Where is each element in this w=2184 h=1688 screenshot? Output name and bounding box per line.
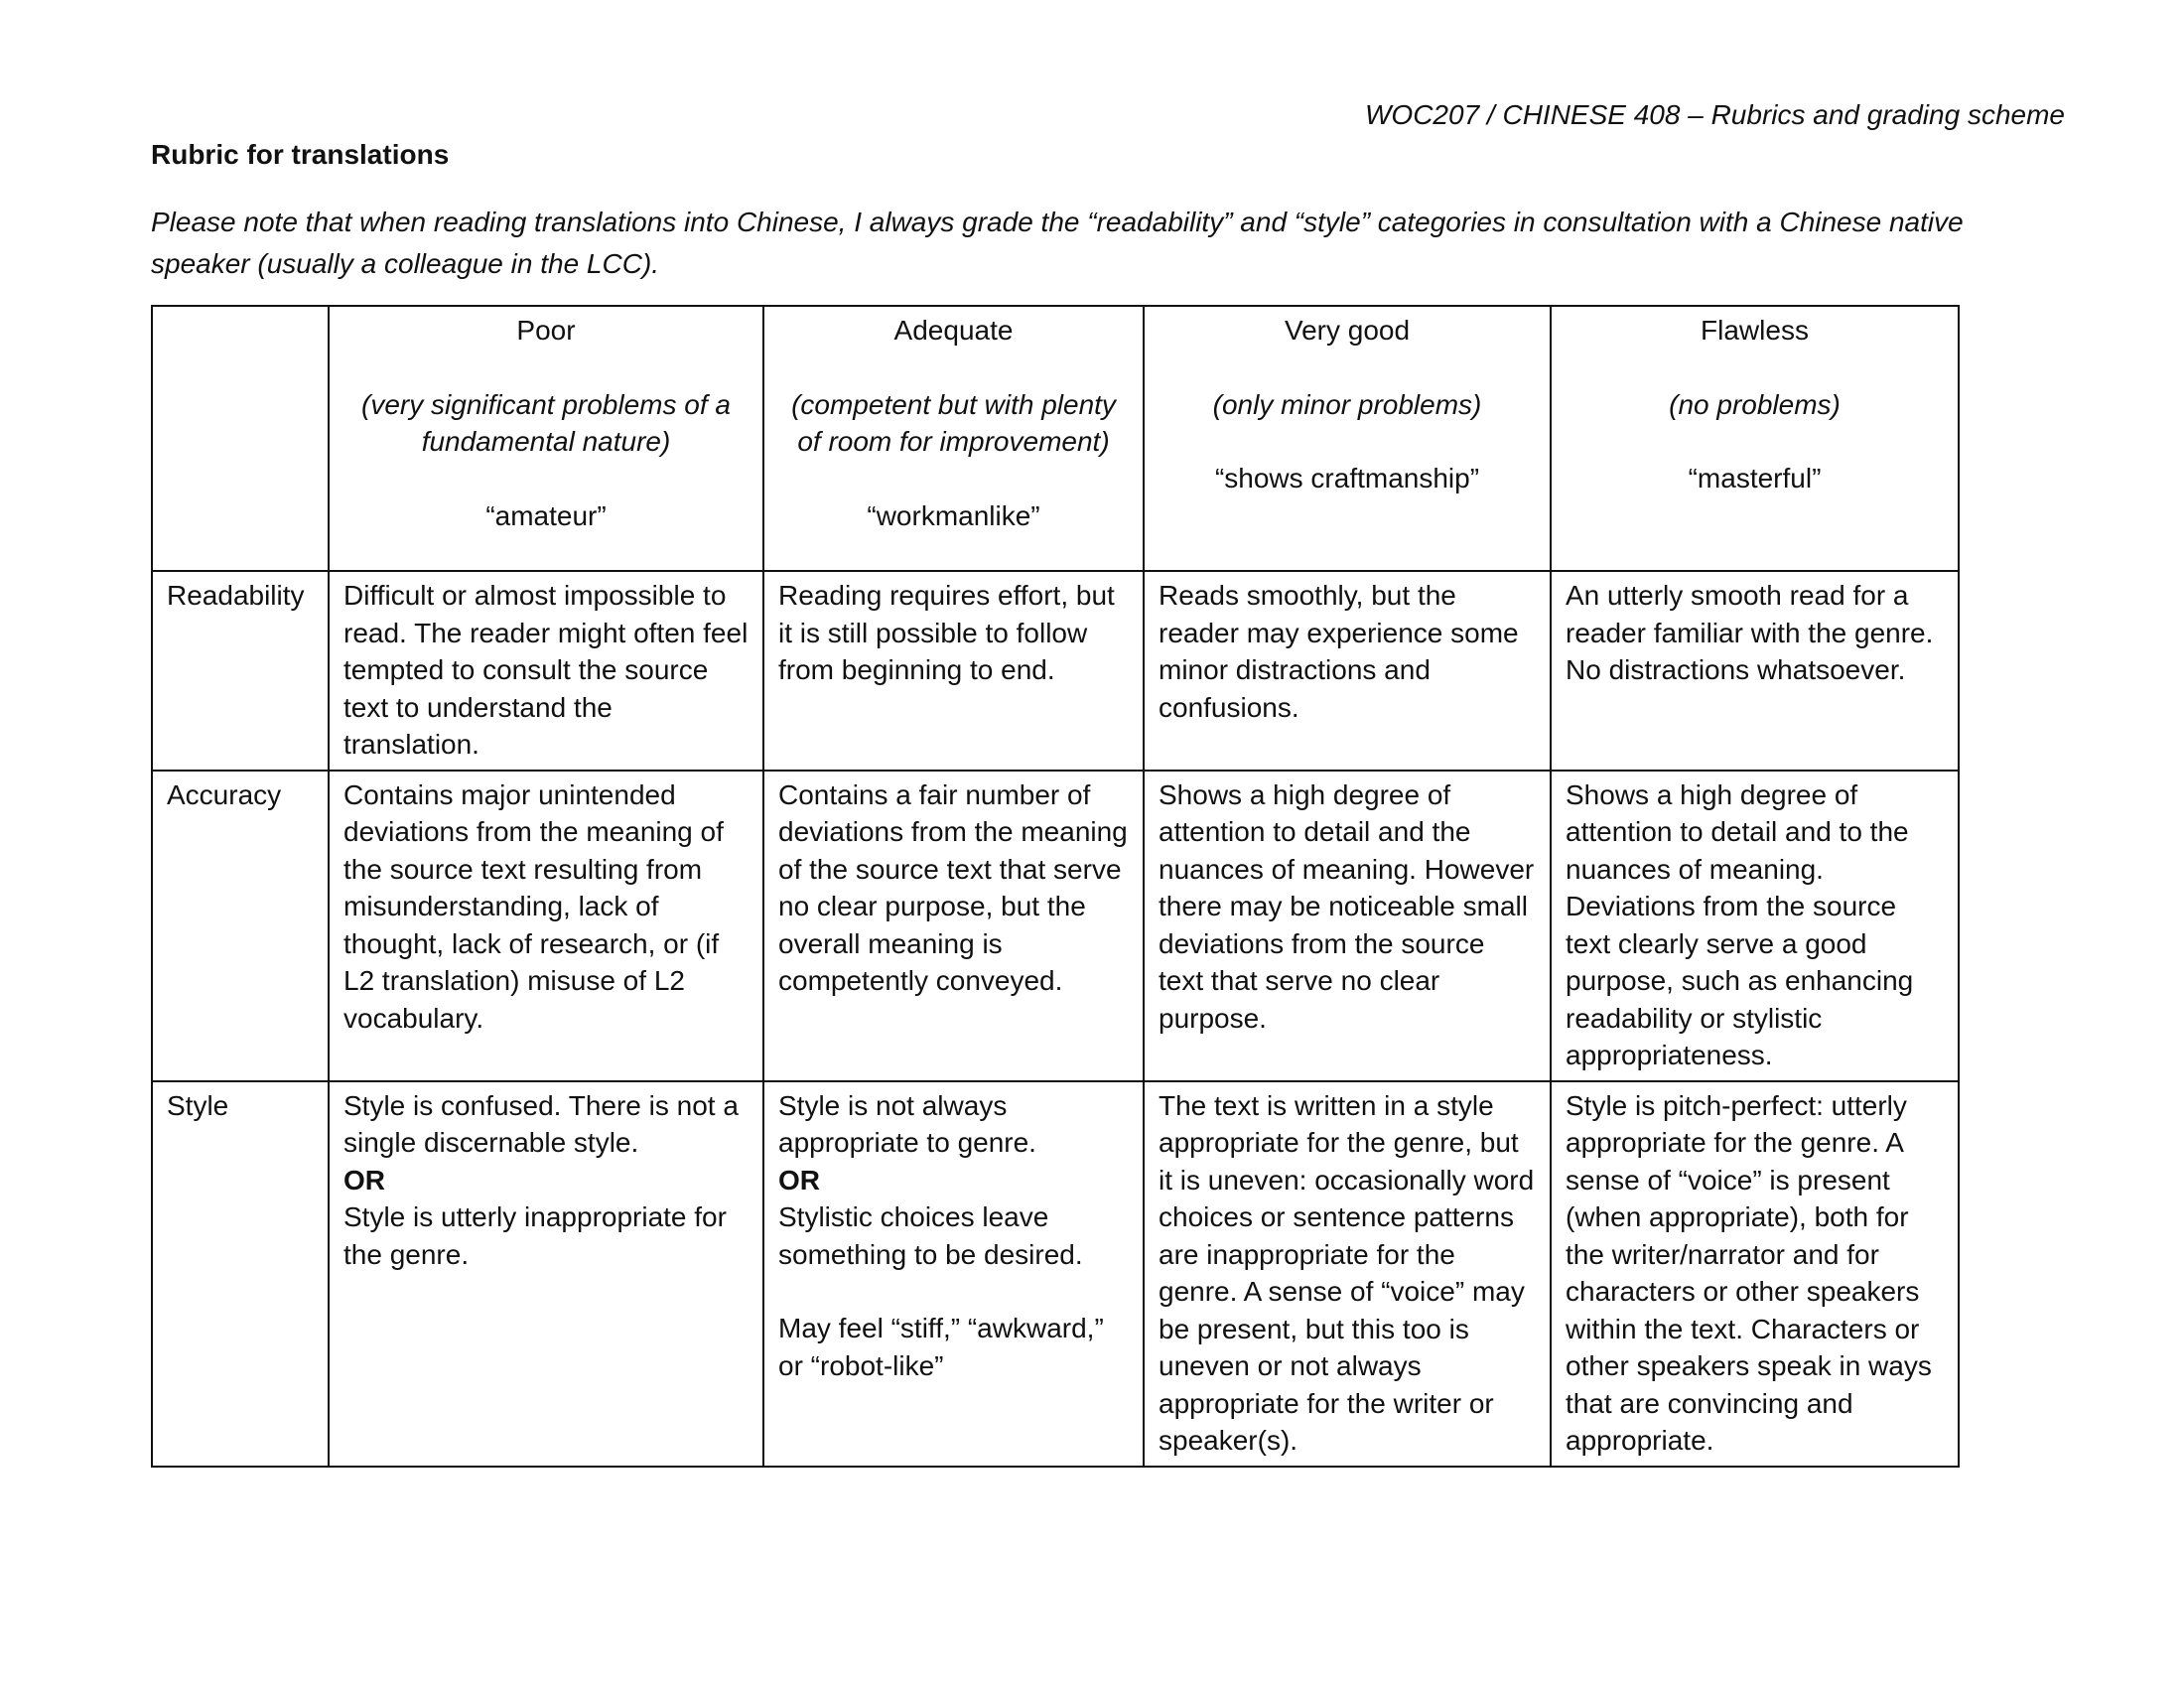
row-label-readability: Readability <box>152 571 329 771</box>
level-tag: “amateur” <box>485 499 607 531</box>
level-name: Poor <box>516 315 576 346</box>
row-label-accuracy: Accuracy <box>152 771 329 1081</box>
page-title: Rubric for translations <box>151 139 450 170</box>
level-name: Very good <box>1284 315 1411 346</box>
level-description: (no problems) <box>1669 388 1841 420</box>
style-adequate-text-1: Style is not always appropriate to genre. <box>778 1089 1036 1158</box>
level-header-very-good <box>1144 306 1551 571</box>
readability-row <box>152 571 1959 771</box>
accuracy-poor-cell: Contains major unintended deviations from the meaning of the source text resulting from misunderstanding, lack of thought, lack of research, or (if L2 translation) misuse of L2 vocabulary. <box>329 771 763 1081</box>
readability-very-good-cell: Reads smoothly, but the reader may experience some minor distractions and confusions. <box>1144 571 1551 771</box>
header-row <box>152 306 1959 571</box>
accuracy-flawless-cell: Shows a high degree of attention to detail and to the nuances of meaning. Deviations from the source text clearly serve a good purpose, such as enhancing readability or stylistic appropriateness. <box>1551 771 1959 1081</box>
or-label: OR <box>778 1164 820 1196</box>
style-row <box>152 1081 1959 1467</box>
readability-adequate-cell: Reading requires effort, but it is still possible to follow from beginning to end. <box>763 571 1144 771</box>
style-poor-text-2: Style is utterly inappropriate for the genre. <box>343 1201 727 1270</box>
course-header: WOC207 / CHINESE 408 – Rubrics and grading scheme <box>1365 99 2065 130</box>
or-label: OR <box>343 1164 385 1196</box>
level-tag: “workmanlike” <box>867 499 1040 531</box>
level-description: (very significant problems of a fundamental nature) <box>361 388 731 457</box>
grading-note: Please note that when reading translations into Chinese, I always grade the “readability” and “style” categories in consultation with a Chinese native speaker (usually a colleague in the LCC). <box>151 207 1964 279</box>
level-description: (only minor problems) <box>1212 388 1482 420</box>
style-adequate-text-2: Stylistic choices leave something to be desired. <box>778 1201 1083 1270</box>
level-tag: “shows craftmanship” <box>1214 463 1480 493</box>
level-name: Adequate <box>893 315 1014 346</box>
level-name: Flawless <box>1701 315 1809 346</box>
level-tag: “masterful” <box>1688 463 1822 493</box>
readability-poor-cell: Difficult or almost impossible to read. The reader might often feel tempted to consult the source text to understand the translation. <box>329 571 763 771</box>
rubric-table <box>151 305 1960 1468</box>
style-flawless-cell: Style is pitch-perfect: utterly appropriate for the genre. A sense of “voice” is present (when appropriate), both for the writer/narrator and for characters or other speakers within the text. Characters or other speakers speak in ways that are convincing and appropriate. <box>1551 1081 1959 1467</box>
accuracy-row <box>152 771 1959 1081</box>
style-poor-cell <box>329 1081 763 1467</box>
level-header-adequate <box>763 306 1144 571</box>
corner-cell <box>152 306 329 571</box>
accuracy-very-good-cell: Shows a high degree of attention to detail and the nuances of meaning. However there may be noticeable small deviations from the source text that serve no clear purpose. <box>1144 771 1551 1081</box>
level-description: (competent but with plenty of room for improvement) <box>791 388 1116 457</box>
style-adequate-cell <box>763 1081 1144 1467</box>
row-label-style: Style <box>152 1081 329 1467</box>
readability-flawless-cell: An utterly smooth read for a reader familiar with the genre. No distractions whatsoever. <box>1551 571 1959 771</box>
style-adequate-text-3: May feel “stiff,” “awkward,” or “robot-like” <box>778 1313 1104 1381</box>
style-poor-text-1: Style is confused. There is not a single discernable style. <box>343 1089 739 1158</box>
accuracy-adequate-cell: Contains a fair number of deviations from the meaning of the source text that serve no clear purpose, but the overall meaning is competently conveyed. <box>763 771 1144 1081</box>
level-header-flawless <box>1551 306 1959 571</box>
level-header-poor <box>329 306 763 571</box>
style-very-good-cell: The text is written in a style appropriate for the genre, but it is uneven: occasionally word choices or sentence patterns are inappropriate for the genre. A sense of “voice” may be present, but this too is uneven or not always appropriate for the writer or speaker(s). <box>1144 1081 1551 1467</box>
